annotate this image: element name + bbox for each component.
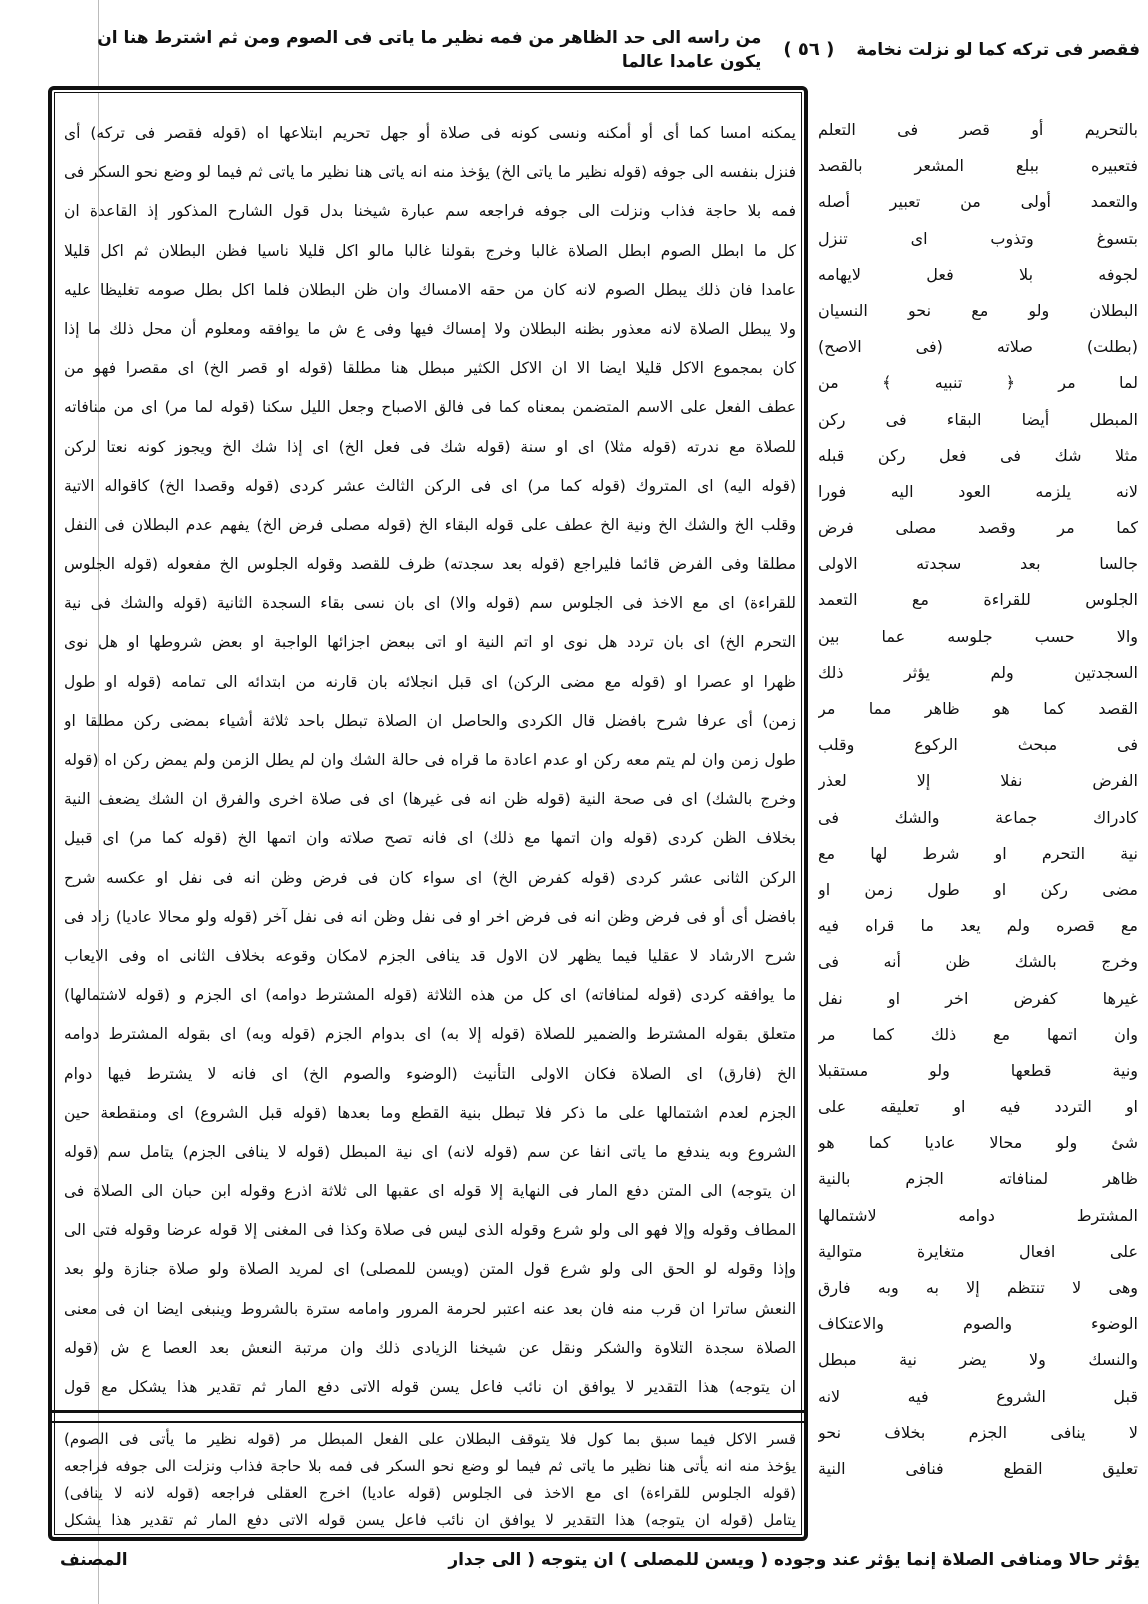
margin-line: قبل الشروع فيه لانه	[818, 1386, 1138, 1406]
main-line: عطف الفعل على الاسم المتضمن بمعناه كما فى فالق الاصباح وجعل الليل سكنا (قوله لما مر) اى من منافاته	[64, 398, 796, 417]
margin-line: مع قصره ولم يعد ما قراه فيه	[818, 916, 1138, 936]
margin-line: على افعال متغايرة متوالية	[818, 1241, 1138, 1261]
margin-line: المشترط دوامه لاشتمالها	[818, 1205, 1138, 1225]
margin-line: او التردد فيه او تعليقه على	[818, 1097, 1138, 1117]
margin-line: وخرج بالشك ظن أنه فى	[818, 952, 1138, 972]
main-line: الخ (فارق) اى الصلاة فكان الاولى التأنيث (الوضوء والصوم الخ) اى فانه لا يشترط فيها دوام	[64, 1064, 796, 1083]
margin-line: لا ينافى الجزم بخلاف نحو	[818, 1422, 1138, 1442]
margin-line: وهى لا تنتظم إلا به وبه فارق	[818, 1278, 1138, 1297]
margin-line: غيرها كفرض اخر او نفل	[818, 988, 1138, 1008]
main-commentary	[64, 114, 796, 1407]
margin-line: بالتحريم أو قصر فى التعلم	[818, 120, 1138, 139]
page-header	[60, 26, 1140, 74]
margin-line: شئ ولو محالا عاديا كما هو	[818, 1133, 1138, 1153]
main-line: المطاف وقوله وإلا فهو الى ولو شرع وقوله الذى ليس فى صلاة وكذا فى المغنى إلا قوله عرضا وقوله فتى الى	[64, 1221, 796, 1240]
margin-line: لما مر ﴿ تنبيه ﴾ من	[818, 373, 1138, 393]
margin-line: والا حسب جلوسه عما بين	[818, 626, 1138, 646]
margin-line: القصد كما هو ظاهر مما مر	[818, 699, 1138, 718]
margin-line: المبطل أيضا البقاء فى ركن	[818, 409, 1138, 429]
footnote-line: (قوله الجلوس للقراءة) اى مع الاخذ فى الجلوس (قوله عاديا) اخرج العقلى فراجعه (قوله لانه لا ينافى)	[64, 1484, 796, 1502]
main-line: بخلاف الظن كردى (قوله وان اتمها مع ذلك) اى فانه تصح صلاته وان اتمها الخ (قوله كما مر) اى قبيل	[64, 829, 796, 848]
main-line: متعلق بقوله المشترط والضمير للصلاة (قوله إلا به) اى بدوام الجزم (قوله وبه) اى بقوله المشترط دوامه	[64, 1025, 796, 1044]
main-line: الركن الثانى عشر كردى (قوله كفرض الخ) اى سواء كان فى فرض وظن انه فى نفل او عكسه شرح	[64, 868, 796, 887]
footnote-line: يتامل (قوله ان يتوجه) هذا التقدير لا يوافق ان نائب فاعل يسن قوله الاتى دفع المار ثم تقدير هذا يشكل	[64, 1511, 796, 1529]
footnote-commentary	[64, 1426, 796, 1534]
margin-line: مثلا شك فى فعل ركن قبله	[818, 445, 1138, 465]
footnote-line: قسر الاكل فيما سبق بما كول فلا يتوقف البطلان على الفعل المبطل مر (قوله نظير ما يأتى فى الصوم)	[64, 1430, 796, 1448]
footnote-line: يؤخذ منه انه يأتى هنا نظير ما ياتى ثم فيما لو وضع نحو السكر فى فمه بلا حاجة فذاب ونزلت الى جوفه فراجعه	[64, 1457, 796, 1475]
main-line: شرح الارشاد لا عقليا فيما يظهر لان الاول قد ينافى الجزم لامكان وقوعه بخلاف الثانى اه وفى الايعاب	[64, 946, 796, 965]
main-line: ان يتوجه) الى المتن دفع المار فى النهاية إلا قوله اى عقبها الى ثلاثة اذرع وقوله ابن حبان الى الصلاة فى	[64, 1182, 796, 1201]
main-line: النعش ساترا ان قرب منه فان بعد عنه اعتبر لحرمة المرور وامامه سترة بالشروط وينبغى ايضا ان فى معنى	[64, 1299, 796, 1318]
margin-line: الجلوس للقراءة مع التعمد	[818, 590, 1138, 610]
margin-line: البطلان ولو مع نحو النسيان	[818, 300, 1138, 320]
margin-line: ونية قطعها ولو مستقبلا	[818, 1060, 1138, 1080]
main-line: زمن) أى عرفا شرح بافضل قال الكردى والحاصل ان الصلاة تبطل باحد ثلاثة أشياء بمضى ركن مطلقا او	[64, 711, 796, 730]
page-footer	[60, 1548, 1140, 1572]
main-line: التحرم الخ) اى بان تردد هل نوى او اتم النية او اتى ببعض اجزائها الواجبة او بعض شروطها او هل نوى	[64, 633, 796, 652]
main-line: فنزل بنفسه الى جوفه (قوله نظير ما ياتى الخ) يؤخذ منه انه ياتى هنا نظير ما ياتى ثم فيما لو وضع نحو السكر فى	[64, 163, 796, 182]
margin-line: (بطلت) صلاته (فى الاصح)	[818, 337, 1138, 357]
main-line: كان بمجموع الاكل قليلا ايضا الا ان الاكل الكثير مبطل هنا مطلقا (قوله او قصر الخ) اى مقصرا فهو من	[64, 359, 796, 378]
main-line: للقراءة) اى مع الاخذ فى الجلوس سم (قوله والا) اى بان نسى بقاء السجدة الثانية (قوله والشك فى نية	[64, 594, 796, 613]
main-line: (قوله اليه) اى المتروك (قوله كما مر) اى فى الركن الثالث عشر كردى (قوله وقصدا الخ) كاقواله الاتية	[64, 476, 796, 495]
main-line: الشروع وبه يندفع ما ياتى انفا عن سم (قوله لانه) اى نية المبطل (قوله لا ينافى الجزم) يتامل سم (قوله	[64, 1142, 796, 1161]
margin-line: لانه يلزمه العود اليه فورا	[818, 481, 1138, 501]
main-line: الصلاة سجدة التلاوة والشكر ونقل عن شيخنا الزيادى ذلك وان مرتبة النعش بعد العصا ع ش (قوله	[64, 1338, 796, 1357]
main-line: ظهرا او عصرا او (قوله مع مضى الركن) اى قبل انجلائه بان قارنه من ابتدائه الى تمامه (قوله او طول	[64, 672, 796, 691]
margin-line: مضى ركن او طول زمن او	[818, 879, 1138, 899]
margin-line: بتسوغ وتذوب اى تنزل	[818, 228, 1138, 248]
main-line: ولا يبطل الصلاة لانه معذور بظنه البطلان ولا إمساك فيها وفى ع ش ما يوافقه ومعلوم أن محل ذلك ما إذا	[64, 319, 796, 338]
main-line: فمه بلا حاجة فذاب ونزلت الى جوفه فراجعه سم عبارة شيخنا بدل قول الشارح المذكور إذ القاعدة ان	[64, 202, 796, 221]
main-line: ان يتوجه) هذا التقدير لا يوافق ان نائب فاعل يسن قوله الاتى دفع المار ثم تقدير هذا يشكل مع قول	[64, 1378, 796, 1396]
margin-line: الوضوء والصوم والاعتكاف	[818, 1314, 1138, 1334]
margin-line: كادراك جماعة والشك فى	[818, 807, 1138, 827]
margin-line: كما مر وقصد مصلى فرض	[818, 518, 1138, 538]
main-line: للصلاة مع ندرته (قوله مثلا) اى او سنة (قوله شك فى فعل الخ) اى إذا شك الخ ويجوز كونه نعتا لركن	[64, 437, 796, 456]
margin-line: فتعبيره ببلع المشعر بالقصد	[818, 156, 1138, 176]
main-line: بافضل أى أو فى فرض وظن انه فى فرض اخر او فى نفل وظن انه فى نفل آخر (قوله ولو محالا عاديا) زاد فى	[64, 907, 796, 926]
main-line: طول زمن وان لم يتم معه ركن او عدم اعادة ما قراه فى حالة الشك وان لم يطل الزمن ولم يمض ركن اه (قوله	[64, 751, 796, 769]
main-line: وإذا وقوله لو الحق الى ولو شرع قول المتن (ويسن للمصلى) اى لمريد الصلاة ولو صلاة جنازة ولو بعد	[64, 1260, 796, 1279]
footnote-divider	[52, 1410, 804, 1423]
margin-text-column	[818, 112, 1138, 1487]
main-line: عامدا فان ذلك يبطل الصوم لانه كان من حقه الامساك وان ظن البطلان فلما اكل بطل صومه تغليظا عليه	[64, 280, 796, 299]
margin-line: تعليق القطع فنافى النية	[818, 1458, 1138, 1478]
main-line: ما يوافقه كردى (قوله لمنافاته) اى كل من هذه الثلاثة (قوله المشترط دوامه) اى الجزم و (قوله لاشتمالها)	[64, 986, 796, 1005]
main-line: يمكنه امسا كما أى أو أمكنه ونسى كونه فى صلاة أو جهل تحريم ابتلاعها اه (قوله فقصر فى تركه) أى	[64, 124, 796, 142]
header-text-left: من راسه الى حد الظاهر من فمه نظير ما ياتى فى الصوم ومن ثم اشترط هنا ان يكون عامدا عالما	[97, 28, 762, 72]
main-line: وقلب الخ والشك الخ ونية الخ عطف على قوله البقاء الخ (قوله مصلى فرض الخ) يفهم عدم البطلان فى النفل	[64, 515, 796, 534]
margin-line: فى مبحث الركوع وقلب	[818, 735, 1138, 755]
margin-line: وان اتمها مع ذلك كما مر	[818, 1024, 1138, 1044]
margin-line: جالسا بعد سجدته الاولى	[818, 554, 1138, 574]
footer-text: يؤثر حالا ومنافى الصلاة إنما يؤثر عند وجوده ( ويسن للمصلى ) ان يتوجه ( الى جدار	[448, 1550, 1140, 1570]
page-number: ( ٥٦ )	[783, 39, 835, 60]
margin-line: الفرض نفلا إلا لعذر	[818, 771, 1138, 791]
margin-line: والتعمد أولى من تعبير أصله	[818, 192, 1138, 212]
main-line: وخرج بالشك) اى فى صحة النية (قوله ظن انه فى غيرها) اى فى صلاة اخرى والفرق ان الشك يضعف النية	[64, 790, 796, 809]
footer-catchword: المصنف	[60, 1550, 128, 1570]
margin-line: السجدتين ولم يؤثر ذلك	[818, 662, 1138, 682]
margin-line: والنسك ولا يضر نية مبطل	[818, 1350, 1138, 1370]
main-line: مطلقا وفى الفرض قائما فليراجع (قوله بعد سجدته) ظرف للقصد وقوله الجلوس الخ مفعوله (قوله الجلوس	[64, 555, 796, 574]
main-line: الجزم لعدم اشتمالها على ما ذكر فلا تبطل بنية القطع وما بعدها (قوله قبل الشروع) اى ومنقطعة حين	[64, 1103, 796, 1122]
main-line: كل ما ابطل الصوم ابطل الصلاة غالبا وخرج بقولنا غالبا مالو اكل قليلا ناسيا فظن البطلان ثم اكل قليلا	[64, 241, 796, 260]
margin-line: ظاهر لمنافاته الجزم بالنية	[818, 1169, 1138, 1189]
margin-line: نية التحرم او شرط لها مع	[818, 843, 1138, 863]
header-catchword-right: فقصر فى تركه كما لو نزلت نخامة	[856, 40, 1140, 60]
margin-line: لجوفه بلا فعل لايهامه	[818, 264, 1138, 284]
